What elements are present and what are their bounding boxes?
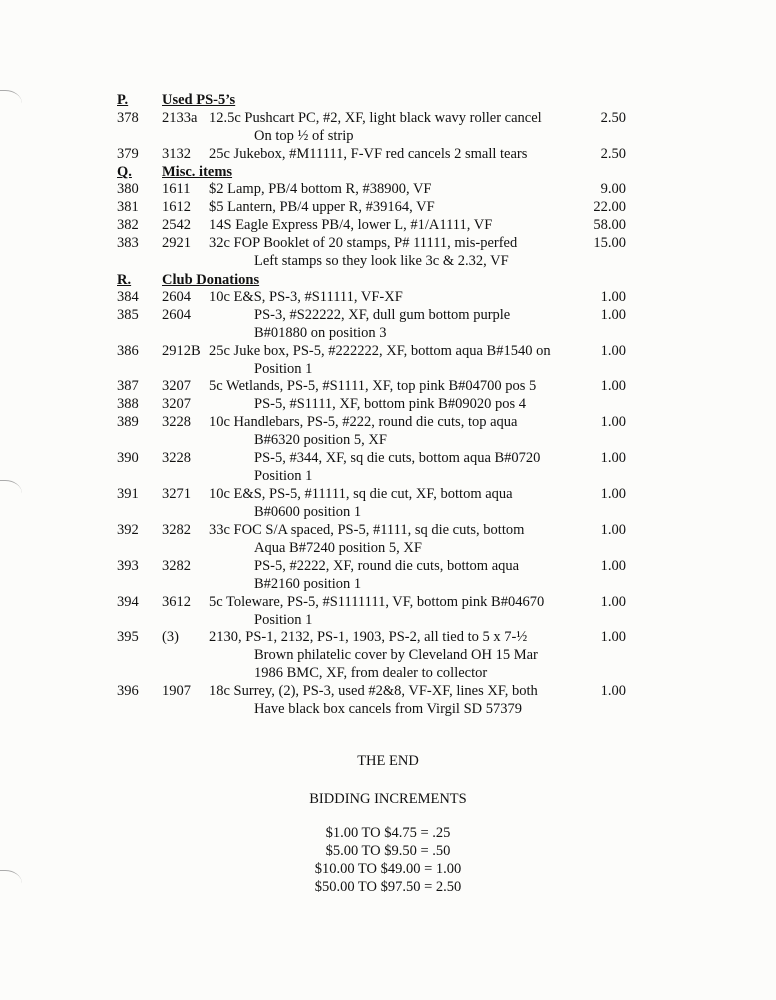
catalog-number: 3282	[162, 558, 191, 574]
bidding-increment-line: $50.00 TO $97.50 = 2.50	[314, 879, 462, 895]
lot-description-continued: B#0600 position 1	[254, 504, 362, 520]
catalog-number: 3207	[162, 396, 191, 412]
catalog-number: 2604	[162, 289, 191, 305]
section-title: Misc. items	[162, 164, 233, 180]
lot-number: 386	[117, 343, 139, 359]
lot-price: 58.00	[593, 217, 626, 233]
lot-number: 396	[117, 683, 139, 699]
lot-price: 1.00	[600, 450, 626, 466]
lot-description: 25c Juke box, PS-5, #222222, XF, bottom aqua B#1540 on	[209, 343, 551, 359]
catalog-number: 3282	[162, 522, 191, 538]
lot-price: 1.00	[600, 594, 626, 610]
bidding-increment-line: $1.00 TO $4.75 = .25	[325, 825, 451, 841]
lot-price: 1.00	[600, 486, 626, 502]
lot-description: 10c E&S, PS-5, #11111, sq die cut, XF, bottom aqua	[209, 486, 513, 502]
lot-description-continued: On top ½ of strip	[254, 128, 354, 144]
lot-price: 2.50	[600, 146, 626, 162]
lot-description: 33c FOC S/A spaced, PS-5, #1111, sq die cuts, bottom	[209, 522, 525, 538]
lot-number: 384	[117, 289, 139, 305]
catalog-number: 2133a	[162, 110, 198, 126]
section-letter: R.	[117, 272, 132, 288]
lot-price: 1.00	[600, 378, 626, 394]
section-title: Used PS-5’s	[162, 92, 236, 108]
lot-price: 1.00	[600, 522, 626, 538]
lot-description-continued: Position 1	[254, 612, 313, 628]
lot-description: 5c Wetlands, PS-5, #S1111, XF, top pink B#04700 pos 5	[209, 378, 537, 394]
lot-number: 389	[117, 414, 139, 430]
lot-description-continued: B#2160 position 1	[254, 576, 362, 592]
lot-number: 391	[117, 486, 139, 502]
section-title: Club Donations	[162, 272, 260, 288]
lot-description: 18c Surrey, (2), PS-3, used #2&8, VF-XF, lines XF, both	[209, 683, 538, 699]
lot-price: 1.00	[600, 289, 626, 305]
lot-number: 395	[117, 629, 139, 645]
lot-description-continued: 1986 BMC, XF, from dealer to collector	[254, 665, 488, 681]
catalog-number: 2921	[162, 235, 191, 251]
catalog-number: 2604	[162, 307, 191, 323]
lot-number: 393	[117, 558, 139, 574]
lot-description: 5c Toleware, PS-5, #S1111111, VF, bottom pink B#04670	[209, 594, 545, 610]
lot-number: 385	[117, 307, 139, 323]
lot-price: 1.00	[600, 343, 626, 359]
lot-price: 2.50	[600, 110, 626, 126]
lot-number: 387	[117, 378, 139, 394]
catalog-number: 3207	[162, 378, 191, 394]
catalog-number: 1907	[162, 683, 191, 699]
lot-description: $5 Lantern, PB/4 upper R, #39164, VF	[209, 199, 435, 215]
lot-description: $2 Lamp, PB/4 bottom R, #38900, VF	[209, 181, 432, 197]
lot-description: 2130, PS-1, 2132, PS-1, 1903, PS-2, all tied to 5 x 7-½	[209, 629, 528, 645]
lot-description: PS-5, #2222, XF, round die cuts, bottom aqua	[254, 558, 520, 574]
lot-number: 390	[117, 450, 139, 466]
lot-description-continued: Brown philatelic cover by Cleveland OH 15 Mar	[254, 647, 538, 663]
catalog-number: 1612	[162, 199, 191, 215]
lot-number: 381	[117, 199, 139, 215]
the-end-text: THE END	[357, 753, 419, 769]
section-letter: P.	[117, 92, 129, 108]
lot-price: 1.00	[600, 629, 626, 645]
catalog-number: 3132	[162, 146, 191, 162]
lot-price: 1.00	[600, 307, 626, 323]
bidding-increments-title: BIDDING INCREMENTS	[309, 791, 467, 807]
lot-description: PS-5, #S1111, XF, bottom pink B#09020 pos 4	[254, 396, 526, 412]
lot-number: 394	[117, 594, 139, 610]
catalog-number: 3228	[162, 450, 191, 466]
lot-description: PS-3, #S22222, XF, dull gum bottom purple	[254, 307, 511, 323]
lot-number: 382	[117, 217, 139, 233]
lot-description-continued: Aqua B#7240 position 5, XF	[254, 540, 422, 556]
lot-description: 14S Eagle Express PB/4, lower L, #1/A1111, VF	[209, 217, 493, 233]
lot-price: 15.00	[593, 235, 626, 251]
lot-description: 25c Jukebox, #M11111, F-VF red cancels 2 small tears	[209, 146, 528, 162]
lot-description-continued: Position 1	[254, 361, 313, 377]
lot-description: PS-5, #344, XF, sq die cuts, bottom aqua B#0720	[254, 450, 541, 466]
lot-description: 12.5c Pushcart PC, #2, XF, light black wavy roller cancel	[209, 110, 542, 126]
catalog-number: (3)	[162, 629, 179, 645]
lot-price: 1.00	[600, 414, 626, 430]
lot-description: 32c FOP Booklet of 20 stamps, P# 11111, mis-perfed	[209, 235, 518, 251]
catalog-number: 3228	[162, 414, 191, 430]
lot-number: 379	[117, 146, 139, 162]
lot-description-continued: Have black box cancels from Virgil SD 57379	[254, 701, 522, 717]
catalog-number: 3271	[162, 486, 191, 502]
lot-description-continued: B#6320 position 5, XF	[254, 432, 387, 448]
lot-number: 388	[117, 396, 139, 412]
lot-number: 380	[117, 181, 139, 197]
lot-price: 9.00	[600, 181, 626, 197]
catalog-number: 1611	[162, 181, 191, 197]
catalog-number: 2912B	[162, 343, 201, 359]
bidding-increment-line: $5.00 TO $9.50 = .50	[325, 843, 451, 859]
catalog-number: 2542	[162, 217, 191, 233]
lot-price: 1.00	[600, 558, 626, 574]
lot-number: 383	[117, 235, 139, 251]
lot-description: 10c Handlebars, PS-5, #222, round die cuts, top aqua	[209, 414, 518, 430]
lot-price: 1.00	[600, 683, 626, 699]
section-letter: Q.	[117, 164, 132, 180]
lot-number: 392	[117, 522, 139, 538]
bidding-increment-line: $10.00 TO $49.00 = 1.00	[314, 861, 462, 877]
catalog-number: 3612	[162, 594, 191, 610]
lot-description-continued: B#01880 on position 3	[254, 325, 387, 341]
lot-number: 378	[117, 110, 139, 126]
lot-description-continued: Left stamps so they look like 3c & 2.32, VF	[254, 253, 509, 269]
lot-description-continued: Position 1	[254, 468, 313, 484]
lot-price: 22.00	[593, 199, 626, 215]
lot-description: 10c E&S, PS-3, #S11111, VF-XF	[209, 289, 403, 305]
